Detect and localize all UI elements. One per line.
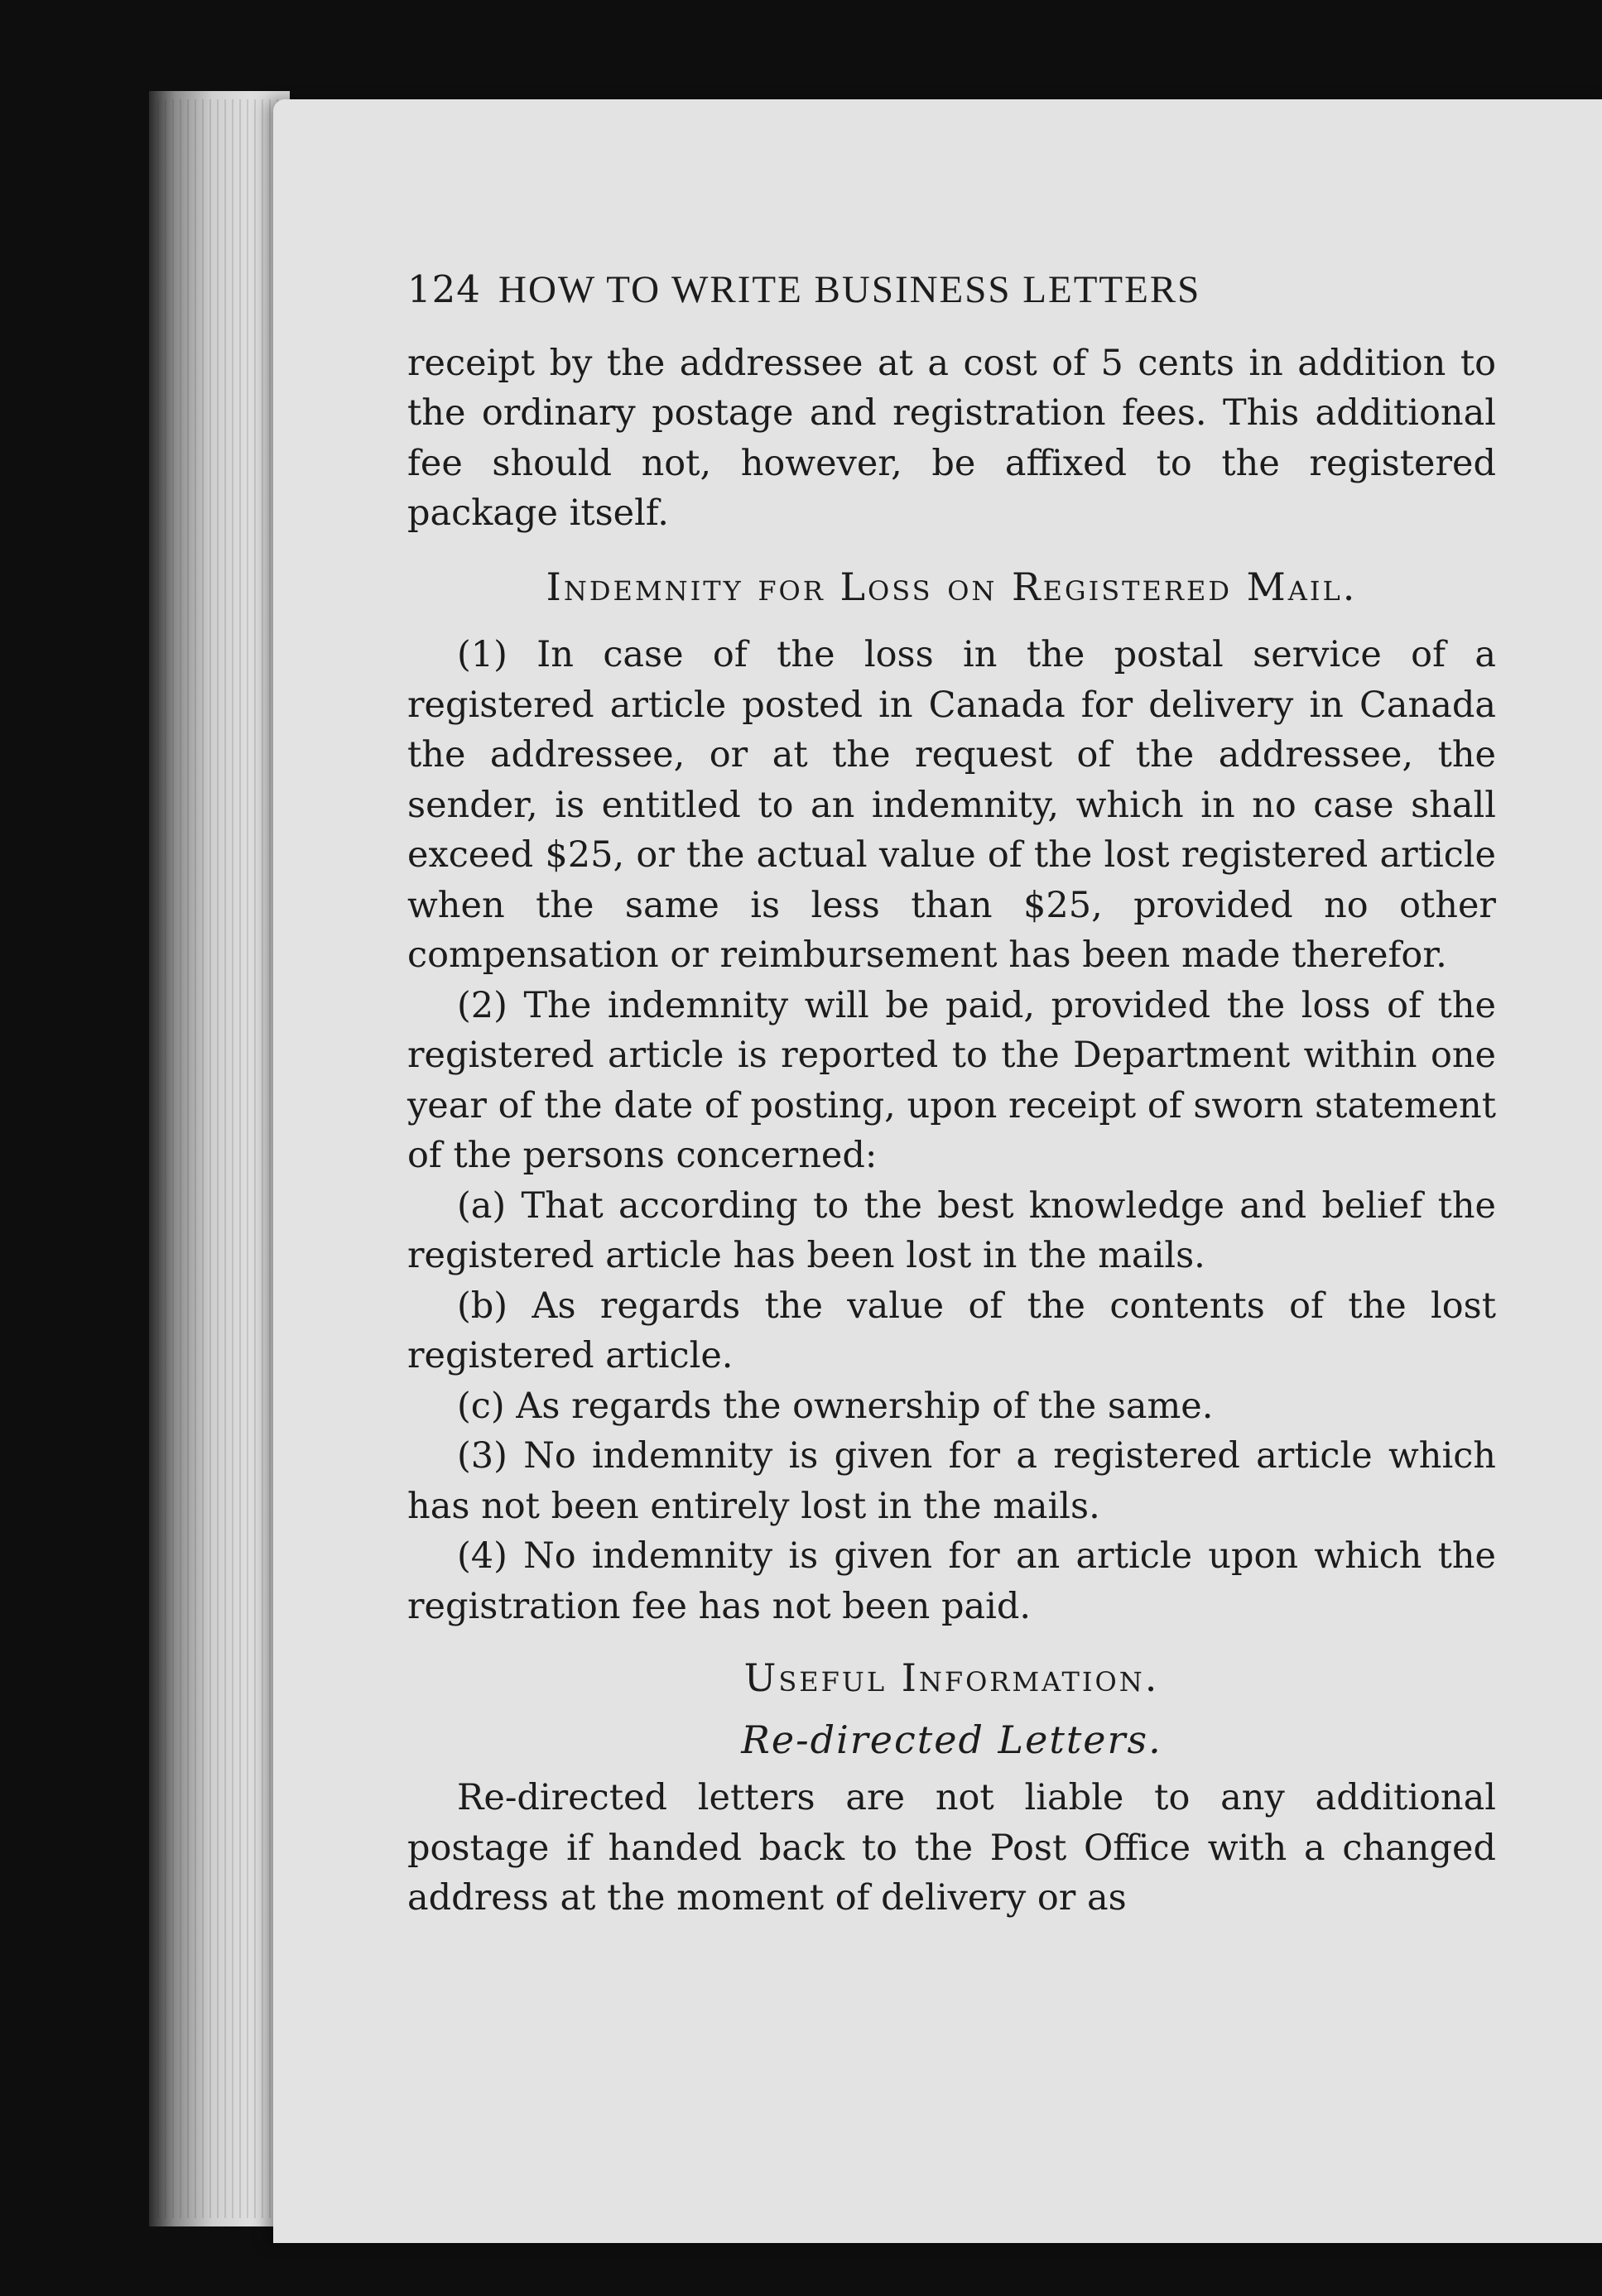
section-heading-indemnity: Indemnity for Loss on Registered Mail. <box>546 564 1358 609</box>
paragraph-intro: receipt by the addressee at a cost of 5 cents in addition to the ordinary postage and registration fees. This additional fee should not, however, be affixed to the registered package itself. <box>407 342 1496 534</box>
paragraph-redirected: Re-directed letters are not liable to any additional postage if handed back to the Post Office with a changed address at the moment of delivery or as <box>407 1777 1496 1919</box>
section-heading-useful-information: Useful Information. <box>743 1655 1160 1700</box>
page-stack-lines <box>157 99 281 2218</box>
paragraph-item-4: (4) No indemnity is given for an article upon which the registration fee has not been paid. <box>407 1535 1496 1627</box>
running-head <box>407 265 1496 315</box>
running-head-title: HOW TO WRITE BUSINESS LETTERS <box>498 268 1201 311</box>
paragraph-item-3: (3) No indemnity is given for a registered article which has not been entirely lost in the mails. <box>407 1435 1496 1527</box>
paragraph-item-a: (a) That according to the best knowledge and belief the registered article has been lost in the mails. <box>407 1184 1496 1276</box>
paragraph-item-2: (2) The indemnity will be paid, provided the loss of the registered article is reported to the Department within one year of the date of posting, upon receipt of sworn statement of the persons concerned: <box>407 984 1496 1176</box>
page-number: 124 <box>407 267 481 311</box>
subheading-redirected-letters: Re-directed Letters. <box>741 1717 1162 1762</box>
paragraph-item-1: (1) In case of the loss in the postal service of a registered article posted in Canada for delivery in Canada the addressee, or at the request of the addressee, the sender, is entitled to an indemnity, which in no case shall exceed $25, or the actual value of the lost registered article when the same is less than $25, provided no other compensation or reimbursement has been made therefor. <box>407 634 1496 976</box>
paragraph-item-b: (b) As regards the value of the contents of the lost registered article. <box>407 1285 1496 1376</box>
paragraph-item-c: (c) As regards the ownership of the same. <box>457 1385 1214 1427</box>
page-text-block <box>407 265 1496 1924</box>
